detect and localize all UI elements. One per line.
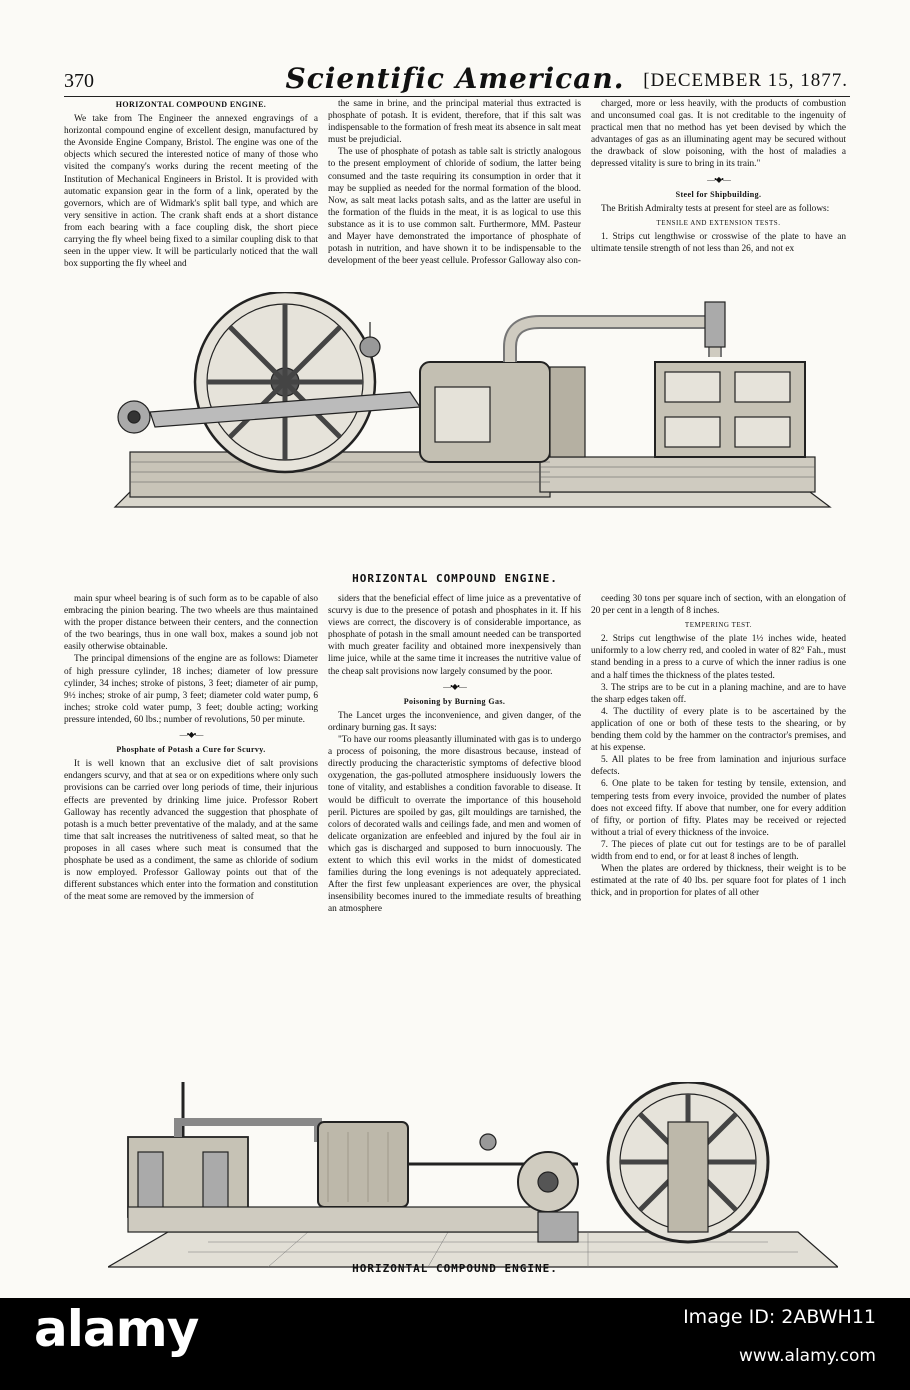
- paragraph: 1. Strips cut lengthwise or crosswise of the plate to have an ultimate tensile strength of not less than 26, and not ex: [591, 231, 846, 255]
- column-2-top: [328, 98, 581, 286]
- masthead: Scientific American.: [285, 62, 625, 95]
- column-3-top: [591, 98, 846, 286]
- engraving-caption-bottom: HORIZONTAL COMPOUND ENGINE.: [352, 1262, 558, 1275]
- watermark-image-id: Image ID: 2ABWH11: [683, 1306, 876, 1328]
- paragraph: 3. The strips are to be cut in a planing machine, and are to have the sharp edges taken off.: [591, 682, 846, 705]
- paragraph: siders that the beneficial effect of lime juice as a preventative of scurvy is due to the presence of potash and phosphates in it. If his views are correct, the discovery is of considerable importance, as phosphate of potash in the small amount needed can be transported with much greater facility and obtained more inexpensively than lime juice, while at the same time it increases the nutritive value of the cheap salt provisions now largely consumed by the poor.: [328, 594, 581, 677]
- header-rule: [64, 96, 850, 97]
- article-heading: Poisoning by Burning Gas.: [403, 696, 506, 706]
- article-heading: HORIZONTAL COMPOUND ENGINE.: [115, 100, 267, 109]
- paragraph: 5. All plates to be free from lamination and injurious surface defects.: [591, 755, 846, 778]
- column-1-middle: [64, 593, 318, 1063]
- paragraph: The Lancet urges the inconvenience, and given danger, of the ordinary burning gas. It says:: [328, 710, 581, 733]
- paragraph: We take from The Engineer the annexed engravings of a horizontal compound engine of excellent design, manufactured by the Avonside Engine Company, Bristol. The engine was one of the objects which secured the interested notice of many of those who visited the company's works during the recent meeting of the Institution of Mechanical Engineers in Bristol. It is provided with automatic expansion gear in the form of a link, operated by the governors, which are of Widmark's split ball type, and which are very sensitive in action. The crank shaft ends at a short distance from each bearing with a face coupling disk, the short piece carrying the fly wheel being fixed to a similar coupling disk to that seen in the upper view. It will be particularly noticed that the wall box supporting the fly wheel and: [64, 114, 318, 270]
- paragraph: The principal dimensions of the engine are as follows: Diameter of high pressure cylinder, 18 inches; diameter of low pressure cylinder, 34 inches; stroke of pistons, 3 feet; diameter of air pump, 9½ inches; stroke of air pump, 3 feet; diameter cold water pump, 6 inches; stroke cold water pump, 3 feet; double acting; working pressure intended, 60 lbs.; number of revolutions, 50 per minute.: [64, 654, 318, 725]
- paragraph: ceeding 30 tons per square inch of section, with an elongation of 20 per cent in a length of 8 inches.: [591, 594, 846, 617]
- issue-date: [DECEMBER 15, 1877.: [643, 70, 848, 91]
- paragraph: charged, more or less heavily, with the products of combustion and unconsumed coal gas. It is not creditable to the ingenuity of practical men that no method has yet been devised by which the advantages of gas as an illuminating agent may be secured without the drawback of slow poisoning, with the host of maladies a depressed vitality is sure to bring in its train.": [591, 99, 846, 170]
- paragraph: It is well known that an exclusive diet of salt provisions endangers scurvy, and that at sea or on expeditions where only such provisions can be carried over long periods of time, their injurious effects are prevented by drinking lime juice. Professor Robert Galloway has recently advanced the suggestion that phosphate of potash is a much better preventative of the malady, and at the same time that salt increases the nutritiveness of salted meat, so that he proposes in all cases where such meat is consumed that the phosphate be used as a condiment, the same as chloride of sodium is now employed. Professor Galloway points out that of the different substances which enter into the formation and constitution of the meat some are removed by the immersion of: [64, 759, 318, 903]
- paragraph: 7. The pieces of plate cut out for testings are to be of parallel width from end to end, or for at least 8 inches of length.: [591, 839, 846, 862]
- article-heading: Phosphate of Potash a Cure for Scurvy.: [116, 745, 266, 755]
- ornament-divider: —•◆•—: [179, 730, 203, 740]
- watermark-brand: alamy: [34, 1300, 199, 1358]
- engine-engraving-top: [110, 292, 840, 542]
- engraving-caption-top: HORIZONTAL COMPOUND ENGINE.: [352, 572, 558, 585]
- paragraph: the same in brine, and the principal material thus extracted is phosphate of potash. It is evident, therefore, that if this salt was indispensable to the formation of fresh meat its absence in salt meat must be prejudicial.: [328, 99, 581, 146]
- paragraph: 4. The ductility of every plate is to be ascertained by the application of one or both of these tests to the shearing, or by bending them cold by the hammer on the contractor's premises, and at his expense.: [591, 706, 846, 754]
- ornament-divider: —•◆•—: [443, 681, 466, 691]
- ornament-divider: —•◆•—: [707, 174, 730, 184]
- paragraph: "To have our rooms pleasantly illuminated with gas is to undergo a process of poisoning, the more disastrous because, instead of directly producing the characteristic symptoms of defective blood oxygenation, the gas-polluted atmosphere insiduously lowers the tone of vitality, and establishes a condition favorable to disease. It would be difficult to overrate the importance of this household peril. Pictures are spoiled by gas, gilt mouldings are tarnished, the colors of decorated walls and ceilings fade, and men and women of delicate organization are enfeebled and injured by the foul air in which gas is discharged and supposed to burn innocuously. The extent to which this evil works in the midst of domesticated families during the long evenings is not adequately appreciated. After the first few unpleasant experiences are over, the physical insensibility becomes inured to the immediate results of breathing an atmosphere: [328, 735, 581, 915]
- paragraph: The use of phosphate of potash as table salt is strictly analogous to the present employment of chloride of sodium, the latter being consumed and the taste requiring its consumption in order that it may be supplied as needed for the normal formation of the blood. Now, as salt meat lacks potash salts, and as the latter are useful in the formation of the fluids in the meat, it is as logical to use this substance as it is to use common salt. Furthermore, MM. Pasteur and Mayer have demonstrated the importance of phosphate of potash in nutrition, and have shown it to be indispensable to the development of the beer yeast cellule. Professor Galloway also con-: [328, 147, 581, 267]
- paragraph: 2. Strips cut lengthwise of the plate 1½ inches wide, heated uniformly to a low cherry red, and cooled in water of 82° Fah., must stand bending in a press to a curve of which the inner radius is one and a half times the thickness of the plates tested.: [591, 634, 846, 681]
- subheading: TEMPERING TEST.: [684, 621, 753, 630]
- paragraph: 6. One plate to be taken for testing by tensile, extension, and tempering tests from every invoice, provided the number of plates does not exceed fifty. If above that number, one for every addition of fifty, or portion of fifty. Plates may be received or rejected without a trial of every thickness of the invoice.: [591, 779, 846, 838]
- paragraph: The British Admiralty tests at present for steel are as follows:: [601, 203, 830, 214]
- column-1-top: [64, 98, 318, 286]
- paragraph: When the plates are ordered by thickness, their weight is to be estimated at the rate of 40 lbs. per square foot for plates of 1 inch thick, and in proportion for plates of all other: [591, 864, 846, 899]
- page-number: 370: [64, 70, 94, 92]
- paragraph: main spur wheel bearing is of such form as to be capable of also embracing the pinion bearing. The two wheels are thus maintained with the proper distance between their centers, and the connection of the two bearings, thus in one wall box, makes a sound job not easily otherwise obtainable.: [64, 594, 318, 653]
- column-3-middle: [591, 593, 846, 1063]
- column-2-middle: [328, 593, 581, 1063]
- watermark-url: www.alamy.com: [738, 1346, 876, 1366]
- article-heading: Steel for Shipbuilding.: [675, 189, 762, 199]
- engine-engraving-bottom: [108, 1082, 838, 1282]
- subheading: TENSILE AND EXTENSION TESTS.: [656, 218, 781, 227]
